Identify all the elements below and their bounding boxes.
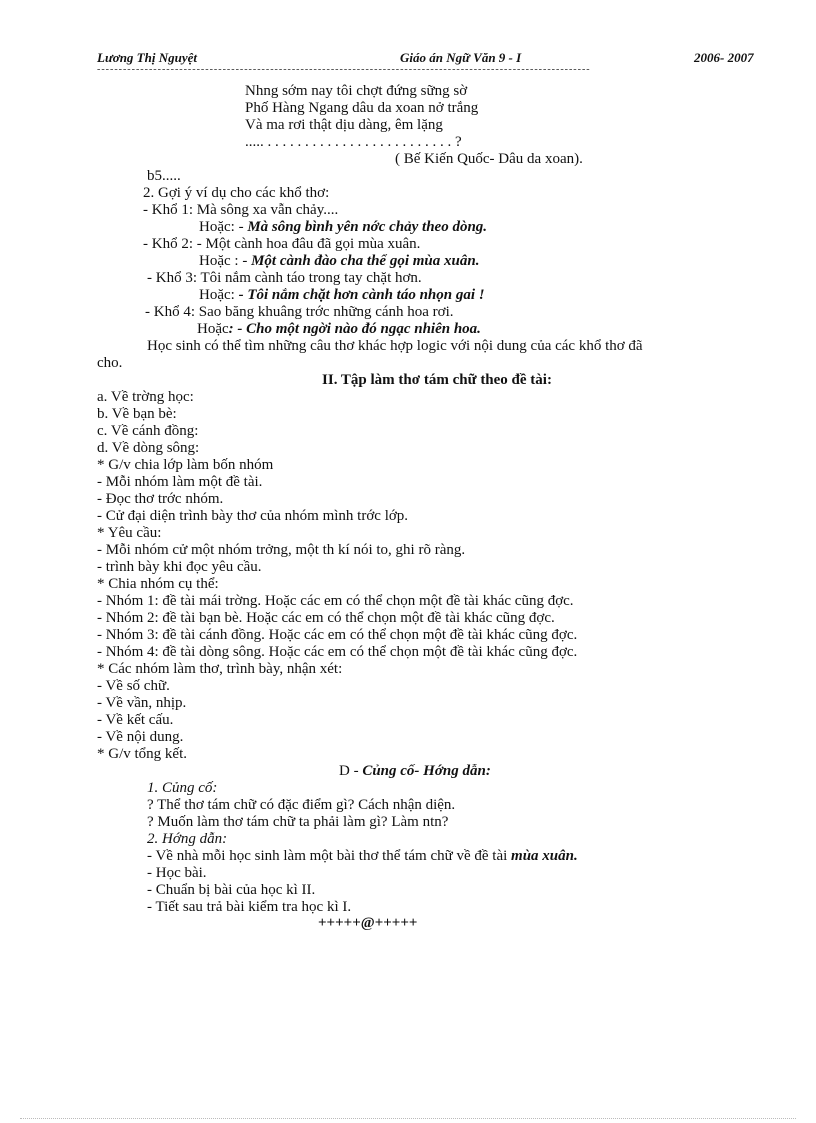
list-item: - Về số chữ.	[97, 678, 170, 694]
header-rule: ------------------------------------------------------------------------------------------------------------------	[97, 64, 591, 75]
list-item: - Chuẩn bị bài của học kì II.	[147, 882, 316, 898]
list-item: b. Về bạn bè:	[97, 406, 177, 422]
list-item: * Yêu cầu:	[97, 525, 162, 541]
question-line: ? Muốn làm thơ tám chữ ta phải làm gì? Làm ntn?	[147, 814, 449, 830]
subsection-heading: 2. Hớng dẫn:	[147, 831, 228, 847]
poem-line: Phố Hàng Ngang dâu da xoan nở trắng	[245, 100, 479, 116]
list-item: - Về vần, nhịp.	[97, 695, 187, 711]
section-item: 2. Gợi ý ví dụ cho các khổ thơ:	[143, 185, 330, 201]
paragraph-line: cho.	[97, 355, 123, 371]
list-item: - Nhóm 4: đề tài dòng sông. Hoặc các em có thể chọn một đề tài khác cũng đợc.	[97, 644, 578, 660]
list-item: - Nhóm 2: đề tài bạn bè. Hoặc các em có thể chọn một đề tài khác cũng đợc.	[97, 610, 555, 626]
list-item: - Khổ 4: Sao băng khuâng trớc những cánh hoa rơi.	[145, 304, 454, 320]
list-item: - Khổ 2: - Một cành hoa đâu đã gọi mùa xuân.	[143, 236, 421, 252]
alternative-line: Hoặc: - Cho một ngời nào đó ngạc nhiên hoa.	[197, 321, 481, 337]
list-item: - Nhóm 1: đề tài mái trờng. Hoặc các em có thể chọn một đề tài khác cũng đợc.	[97, 593, 574, 609]
list-item: - Cử đại diện trình bày thơ của nhóm mình trớc lớp.	[97, 508, 409, 524]
list-item: - Về kết cấu.	[97, 712, 174, 728]
list-item: - Mỗi nhóm làm một đề tài.	[97, 474, 263, 490]
list-item: c. Về cánh đồng:	[97, 423, 199, 439]
poem-line: Và ma rơi thật dịu dàng, êm lặng	[245, 117, 443, 133]
subsection-heading: 1. Củng cố:	[147, 780, 218, 796]
text-line: b5.....	[147, 168, 181, 184]
list-item: a. Về trờng học:	[97, 389, 194, 405]
list-item: * Chia nhóm cụ thể:	[97, 576, 219, 592]
paragraph-line: Học sinh có thể tìm những câu thơ khác hợp logic với nội dung của các khổ thơ đã	[147, 338, 643, 354]
list-item: * G/v chia lớp làm bốn nhóm	[97, 457, 274, 473]
poem-ellipsis: ..... . . . . . . . . . . . . . . . . . . . . . . . . . ?	[245, 134, 462, 150]
list-item: - Học bài.	[147, 865, 207, 881]
header-author: Lương Thị Nguyệt	[97, 50, 197, 65]
list-item: - Tiết sau trả bài kiểm tra học kì I.	[147, 899, 352, 915]
list-item: * Các nhóm làm thơ, trình bày, nhận xét:	[97, 661, 343, 677]
list-item: - Về nội dung.	[97, 729, 184, 745]
header-title: Giáo án Ngữ Văn 9 - I	[400, 50, 522, 65]
alternative-line: Hoặc: - Mà sông bình yên nớc chảy theo dòng.	[199, 219, 488, 235]
question-line: ? Thể thơ tám chữ có đặc điểm gì? Cách nhận diện.	[147, 797, 456, 813]
section-heading: II. Tập làm thơ tám chữ theo đề tài:	[322, 372, 552, 388]
section-heading: D - Củng cố- Hớng dẫn:	[339, 763, 491, 779]
poem-line: Nhng sớm nay tôi chợt đứng sững sờ	[245, 83, 468, 99]
list-item: d. Về dòng sông:	[97, 440, 200, 456]
list-item: - Đọc thơ trớc nhóm.	[97, 491, 224, 507]
footer-divider	[20, 1118, 796, 1119]
list-item: - Mỗi nhóm cử một nhóm trởng, một th kí nói to, ghi rõ ràng.	[97, 542, 466, 558]
list-item: - Khổ 1: Mà sông xa vẫn chảy....	[143, 202, 339, 218]
list-item: * G/v tổng kết.	[97, 746, 187, 762]
end-marker: +++++@+++++	[318, 915, 418, 931]
list-item: - Nhóm 3: đề tài cánh đồng. Hoặc các em có thể chọn một đề tài khác cũng đợc.	[97, 627, 578, 643]
alternative-line: Hoặc : - Một cành đào cha thể gọi mùa xuân.	[199, 253, 480, 269]
alternative-line: Hoặc: - Tôi nắm chặt hơn cành táo nhọn gai !	[199, 287, 485, 303]
header-year: 2006- 2007	[694, 50, 754, 65]
list-item: - Khổ 3: Tôi nắm cành táo trong tay chặt hơn.	[147, 270, 422, 286]
poem-source: ( Bế Kiến Quốc- Dâu da xoan).	[395, 151, 583, 167]
list-item: - trình bày khi đọc yêu cầu.	[97, 559, 262, 575]
list-item: - Về nhà mỗi học sinh làm một bài thơ thể tám chữ về đề tài mùa xuân.	[147, 848, 578, 864]
